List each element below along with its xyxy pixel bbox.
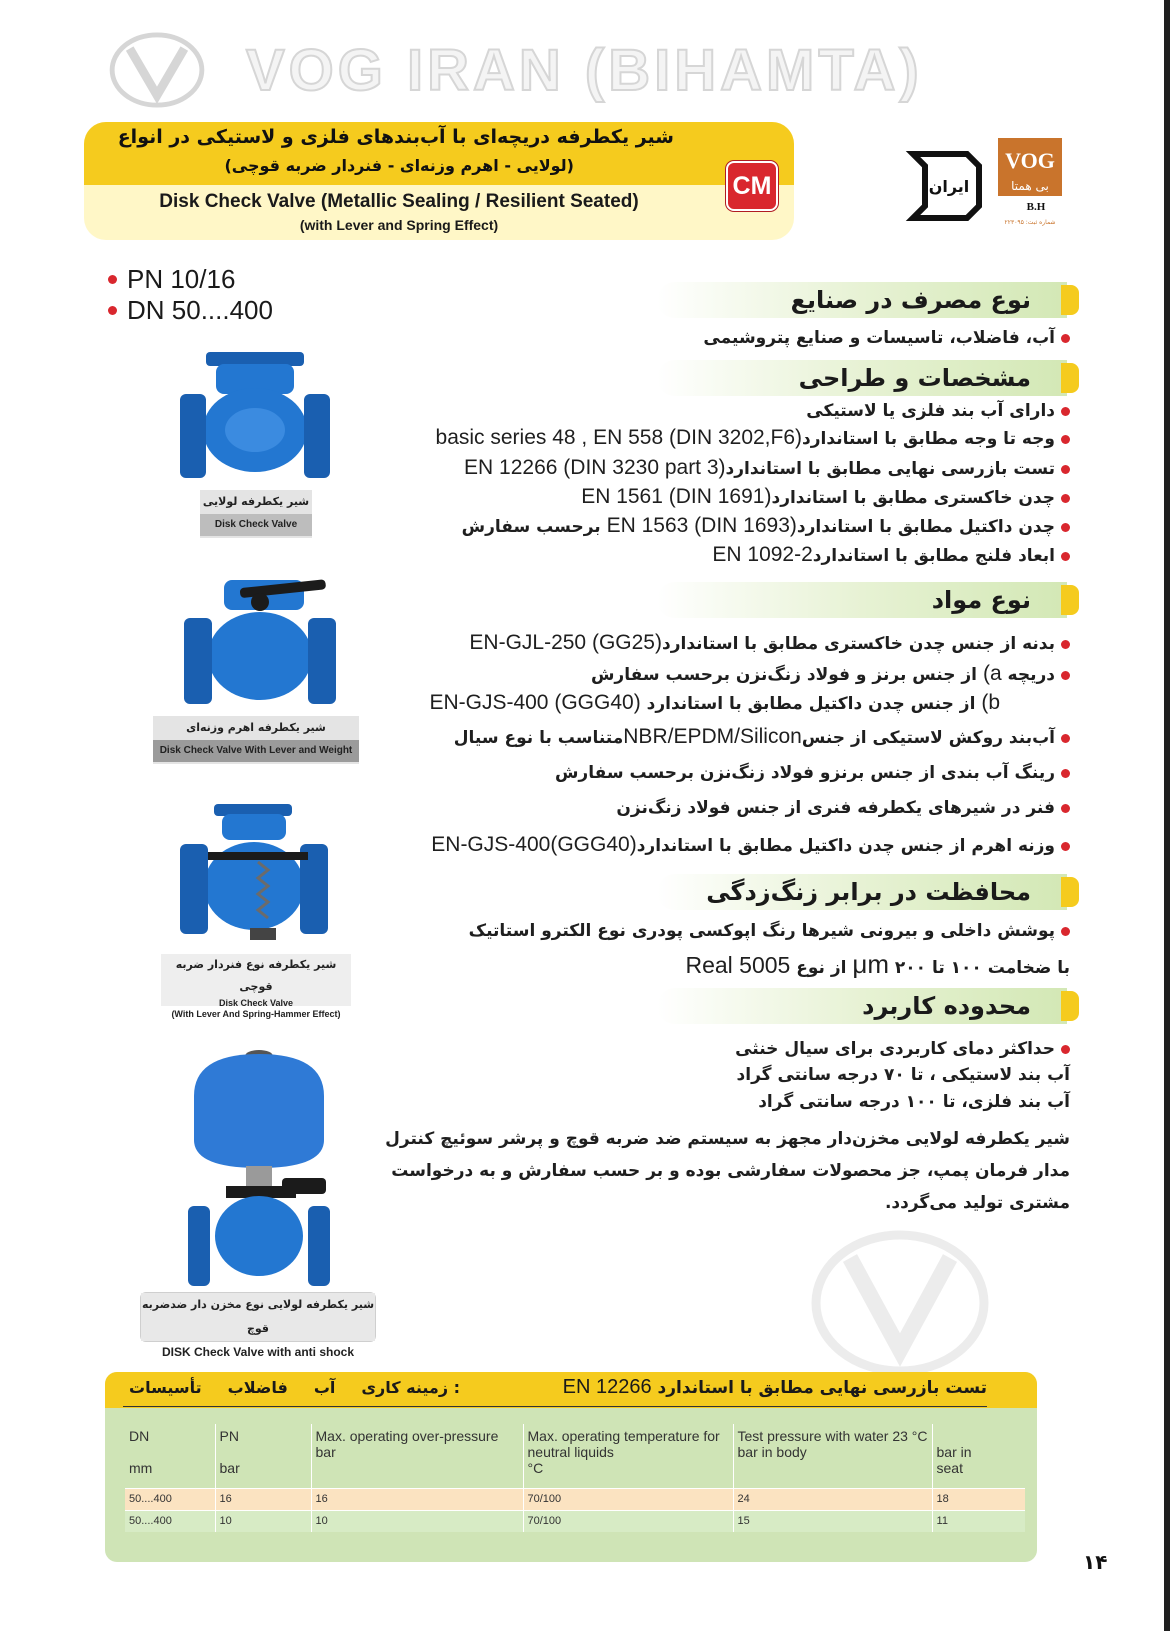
materials-line-4: آب‌بند روکش لاستیکی از جنسNBR/EPDM/Siliconمتناسب با نوع سیال xyxy=(454,724,1070,751)
table-header-row xyxy=(125,1424,1025,1488)
table-standard-title: تست بازرسی نهایی مطابق با استاندارد EN 12266 xyxy=(562,1376,987,1398)
page-number: ۱۴ xyxy=(1083,1550,1108,1574)
svg-text:VOG: VOG xyxy=(1005,148,1055,173)
materials-line-6: فنر در شیرهای یکطرفه فنری از جنس فولاد زنگ‌نزن xyxy=(616,795,1070,821)
materials-line-7: وزنه اهرم از جنس چدن داکتیل مطابق با استاندارد(GGG40)EN-GJS-400 xyxy=(431,832,1070,859)
spec-pn: PN 10/16 xyxy=(108,264,273,295)
materials-line-2: دریچه a) از جنس برنز و فولاد زنگ‌نزن برحسب سفارش xyxy=(591,661,1070,688)
title-en-line1: Disk Check Valve (Metallic Sealing / Resilient Seated) xyxy=(159,191,639,212)
corrosion-line-1: پوشش داخلی و بیرونی شیرها رنگ اپوکسی پودری نوع الکترو استاتیک xyxy=(469,918,1070,944)
col-test-body: Test pressure with water 23 °C bar in body xyxy=(733,1424,932,1488)
range-line-1: حداکثر دمای کاربردی برای سیال خنثی xyxy=(735,1036,1070,1062)
valve-caption-4: شیر یکطرفه لولایی نوع مخزن دار ضدضربه قوچ DISK Check Valve with anti shock xyxy=(140,1292,376,1342)
valve-image-4 xyxy=(186,1040,332,1290)
section-usage-header: نوع مصرف در صنایع xyxy=(657,282,1067,318)
valve-image-2 xyxy=(180,572,340,718)
pressure-test-table xyxy=(105,1372,1037,1562)
table-fields: : زمینه کاری آب فاضلاب تأسیسات xyxy=(129,1378,460,1397)
design-line-1: دارای آب بند فلزی یا لاستیکی xyxy=(806,398,1070,424)
table-row: 50....400 10 10 70/100 15 11 xyxy=(125,1510,1025,1532)
design-line-3: تست بازرسی نهایی مطابق با استاندارد(DIN 3230 part 3) EN 12266 xyxy=(464,455,1070,482)
table-row: 50....400 16 16 70/100 24 18 xyxy=(125,1488,1025,1510)
section-materials-header: نوع مواد xyxy=(657,582,1067,618)
valve-image-1 xyxy=(176,346,334,492)
spec-table xyxy=(125,1424,1025,1532)
valve-image-3 xyxy=(178,800,340,952)
range-line-3: آب بند فلزی، تا ۱۰۰ درجه سانتی گراد xyxy=(758,1092,1070,1112)
svg-text:شماره ثبت: ۲۲۳۰۹۵: شماره ثبت: ۲۲۳۰۹۵ xyxy=(1004,219,1056,226)
section-range-header: محدوده کاربرد xyxy=(657,988,1067,1024)
page-edge xyxy=(1164,0,1170,1631)
section-corrosion-header: محافظت در برابر زنگ‌زدگی xyxy=(657,874,1067,910)
range-line-2: آب بند لاستیکی ، تا ۷۰ درجه سانتی گراد xyxy=(736,1065,1070,1085)
svg-text:B.H: B.H xyxy=(1026,201,1046,213)
table-header-bar xyxy=(105,1372,1037,1408)
svg-text:ایران: ایران xyxy=(928,177,970,196)
vog-watermark-logo-icon xyxy=(108,31,206,109)
valve-caption-2: شیر یکطرفه اهرم وزنه‌ای Disk Check Valve With Lever and Weight xyxy=(153,716,359,764)
title-fa-line2: (لولایی - اهرم وزنه‌ای - فنردار ضربه قوچی) xyxy=(224,156,574,175)
watermark-header xyxy=(108,30,1068,110)
isiri-standard-mark-icon xyxy=(905,148,987,224)
range-para-1: شیر یکطرفه لولایی مخزن‌دار مجهز به سیستم ضد ضربه قوچ و پرشر سوئیچ کنترل xyxy=(385,1129,1070,1149)
spec-dn: DN 50....400 xyxy=(108,295,273,326)
design-line-6: ابعاد فلنج مطابق با استانداردEN 1092-2 xyxy=(712,542,1070,569)
range-para-2: مدار فرمان پمپ، جز محصولات سفارشی بوده و بر حسب سفارش و به درخواست xyxy=(391,1161,1070,1181)
col-max-temp: Max. operating temperature for neutral liquids °C xyxy=(523,1424,733,1488)
design-line-2: وجه تا وجه مطابق با استاندارد(DIN 3202,F6) basic series 48 , EN 558 xyxy=(436,425,1070,452)
materials-line-3: b) از جنس چدن داکتیل مطابق با استاندارد (GGG40) EN-GJS-400 xyxy=(429,691,1000,714)
valve-caption-1: شیر یکطرفه لولایی Disk Check Valve xyxy=(200,490,312,538)
materials-line-5: رینگ آب بندی از جنس برنزو فولاد زنگ‌نزن برحسب سفارش xyxy=(555,760,1070,786)
corrosion-line-2: با ضخامت ۱۰۰ تا ۲۰۰ μm از نوع Real 5005 xyxy=(685,949,1070,979)
range-para-3: مشتری تولید می‌گردد. xyxy=(884,1193,1070,1213)
col-max-pressure: Max. operating over-pressure bar xyxy=(311,1424,523,1488)
watermark-title: VOG IRAN (BIHAMTA) xyxy=(246,37,923,103)
vog-watermark-bottom-icon xyxy=(810,1228,990,1378)
svg-text:بی همتا: بی همتا xyxy=(1011,179,1049,193)
section-design-header: مشخصات و طراحی xyxy=(657,360,1067,396)
valve-caption-3: شیر یکطرفه نوع فنردار ضربه قوچی Disk Check Valve (With Lever And Spring-Hammer Effect) xyxy=(161,954,351,1006)
usage-line-1: آب، فاضلاب، تاسیسات و صنایع پتروشیمی xyxy=(703,325,1070,351)
design-line-4: چدن خاکستری مطابق با استاندارد(DIN 1691) EN 1561 xyxy=(581,484,1070,511)
col-test-seat: bar in seat xyxy=(932,1424,1025,1488)
col-dn: DN mm xyxy=(125,1424,215,1488)
title-fa-line1: شیر یکطرفه دریچه‌ای با آب‌بندهای فلزی و لاستیکی در انواع xyxy=(117,126,674,148)
spec-bullets xyxy=(108,264,273,326)
title-en-line2: (with Lever and Spring Effect) xyxy=(299,217,499,233)
materials-line-1: بدنه از جنس چدن خاکستری مطابق با استاندارد(GG25) EN-GJL-250 xyxy=(469,630,1070,657)
col-pn: PN bar xyxy=(215,1424,311,1488)
cm-badge: CM xyxy=(726,161,778,211)
title-banner xyxy=(84,122,794,240)
design-line-5: چدن داکتیل مطابق با استاندارد(DIN 1693) EN 1563 برحسب سفارش xyxy=(462,513,1070,540)
vog-bihamta-logo-icon xyxy=(996,138,1066,230)
